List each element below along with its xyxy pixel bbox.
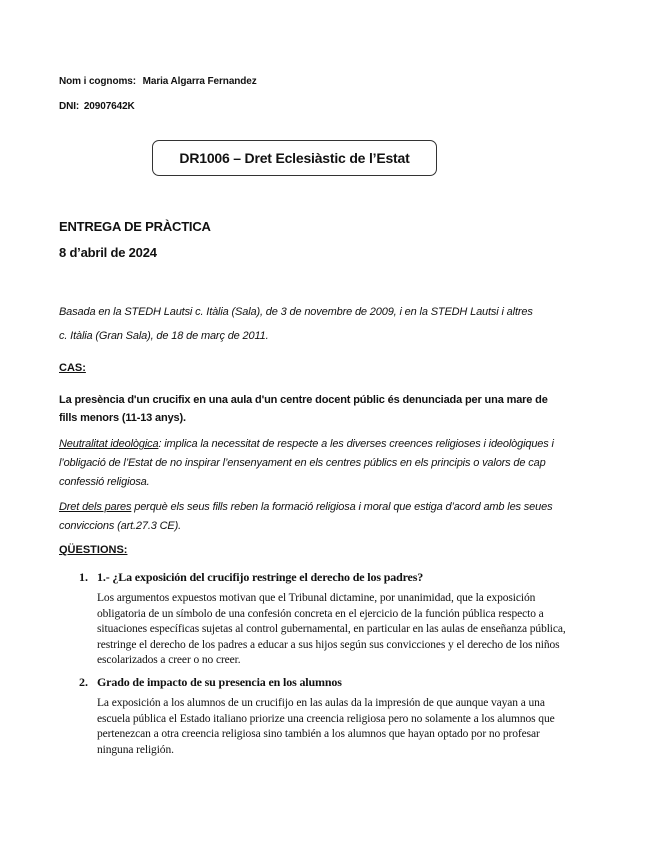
- question-number: 1.: [79, 570, 88, 584]
- principle-text: perquè els seus fills reben la formació religiosa i moral que estiga d’acord amb les seues conviccions (art.27.3 CE).: [59, 501, 553, 532]
- questions-heading: QÜESTIONS:: [59, 544, 128, 556]
- basis-paragraph: [59, 302, 559, 347]
- submission-date: 8 d’abril de 2024: [59, 245, 157, 260]
- principle-neutrality: [59, 435, 559, 492]
- principle-term: Neutralitat ideològica: [59, 438, 159, 450]
- basis-line-2: c. Itàlia (Gran Sala), de 18 de març de 2011.: [59, 330, 269, 342]
- student-name-line: [59, 76, 257, 87]
- principle-text: : implica la necessitat de respecte a les diverses creences religioses i ideològiques i l’obligació de l’Estat de no inspirar l’ensenyament en els centres públics en els principis o valors de cap confessió religiosa.: [59, 438, 554, 488]
- basis-line-1: Basada en la STEDH Lautsi c. Itàlia (Sala), de 3 de novembre de 2009, i en la STEDH Lautsi i altres: [59, 306, 533, 318]
- course-title: DR1006 – Dret Eclesiàstic de l’Estat: [179, 150, 410, 166]
- submission-heading: ENTREGA DE PRÀCTICA: [59, 219, 211, 234]
- name-value: Maria Algarra Fernandez: [142, 76, 257, 87]
- case-text: La presència d'un crucifix en una aula d'un centre docent públic és denunciada per una mare de fills menors (11-13 anys).: [59, 394, 548, 424]
- question-title: Grado de impacto de su presencia en los alumnos: [97, 675, 342, 689]
- dni-value: 20907642K: [83, 101, 135, 112]
- name-label: Nom i cognoms:: [59, 76, 136, 87]
- question-body: Los argumentos expuestos motivan que el Tribunal dictamine, por unanimidad, que la exposición obligatoria de un símbolo de una confesión concreta en el ejercicio de la función pública respecto a situaciones específicas sujetas al control gubernamental, en particular en las aulas de enseñanza pública, restringe el derecho de los padres a educar a sus hijos según sus convicciones y el derecho de los niños escolarizados a creer o no creer.: [97, 592, 566, 666]
- question-body: La exposición a los alumnos de un crucifijo en las aulas da la impresión de que aunque vayan a una escuela pública el Estado italiano priorize una creencia religiosa pero no solamente a los alumnos que pertenezcan a otra creencia religiosa sino también a los alumnos que hayan optado por no profesar ninguna religión.: [97, 697, 555, 756]
- principle-parents-right: [59, 498, 559, 536]
- question-title: 1.- ¿La exposición del crucifijo restringe el derecho de los padres?: [97, 570, 424, 584]
- principle-term: Dret dels pares: [59, 501, 132, 513]
- dni-line: [59, 101, 135, 112]
- course-title-box: [152, 140, 437, 176]
- dni-label: DNI:: [59, 101, 80, 112]
- question-number: 2.: [79, 675, 88, 689]
- case-heading: CAS:: [59, 362, 86, 374]
